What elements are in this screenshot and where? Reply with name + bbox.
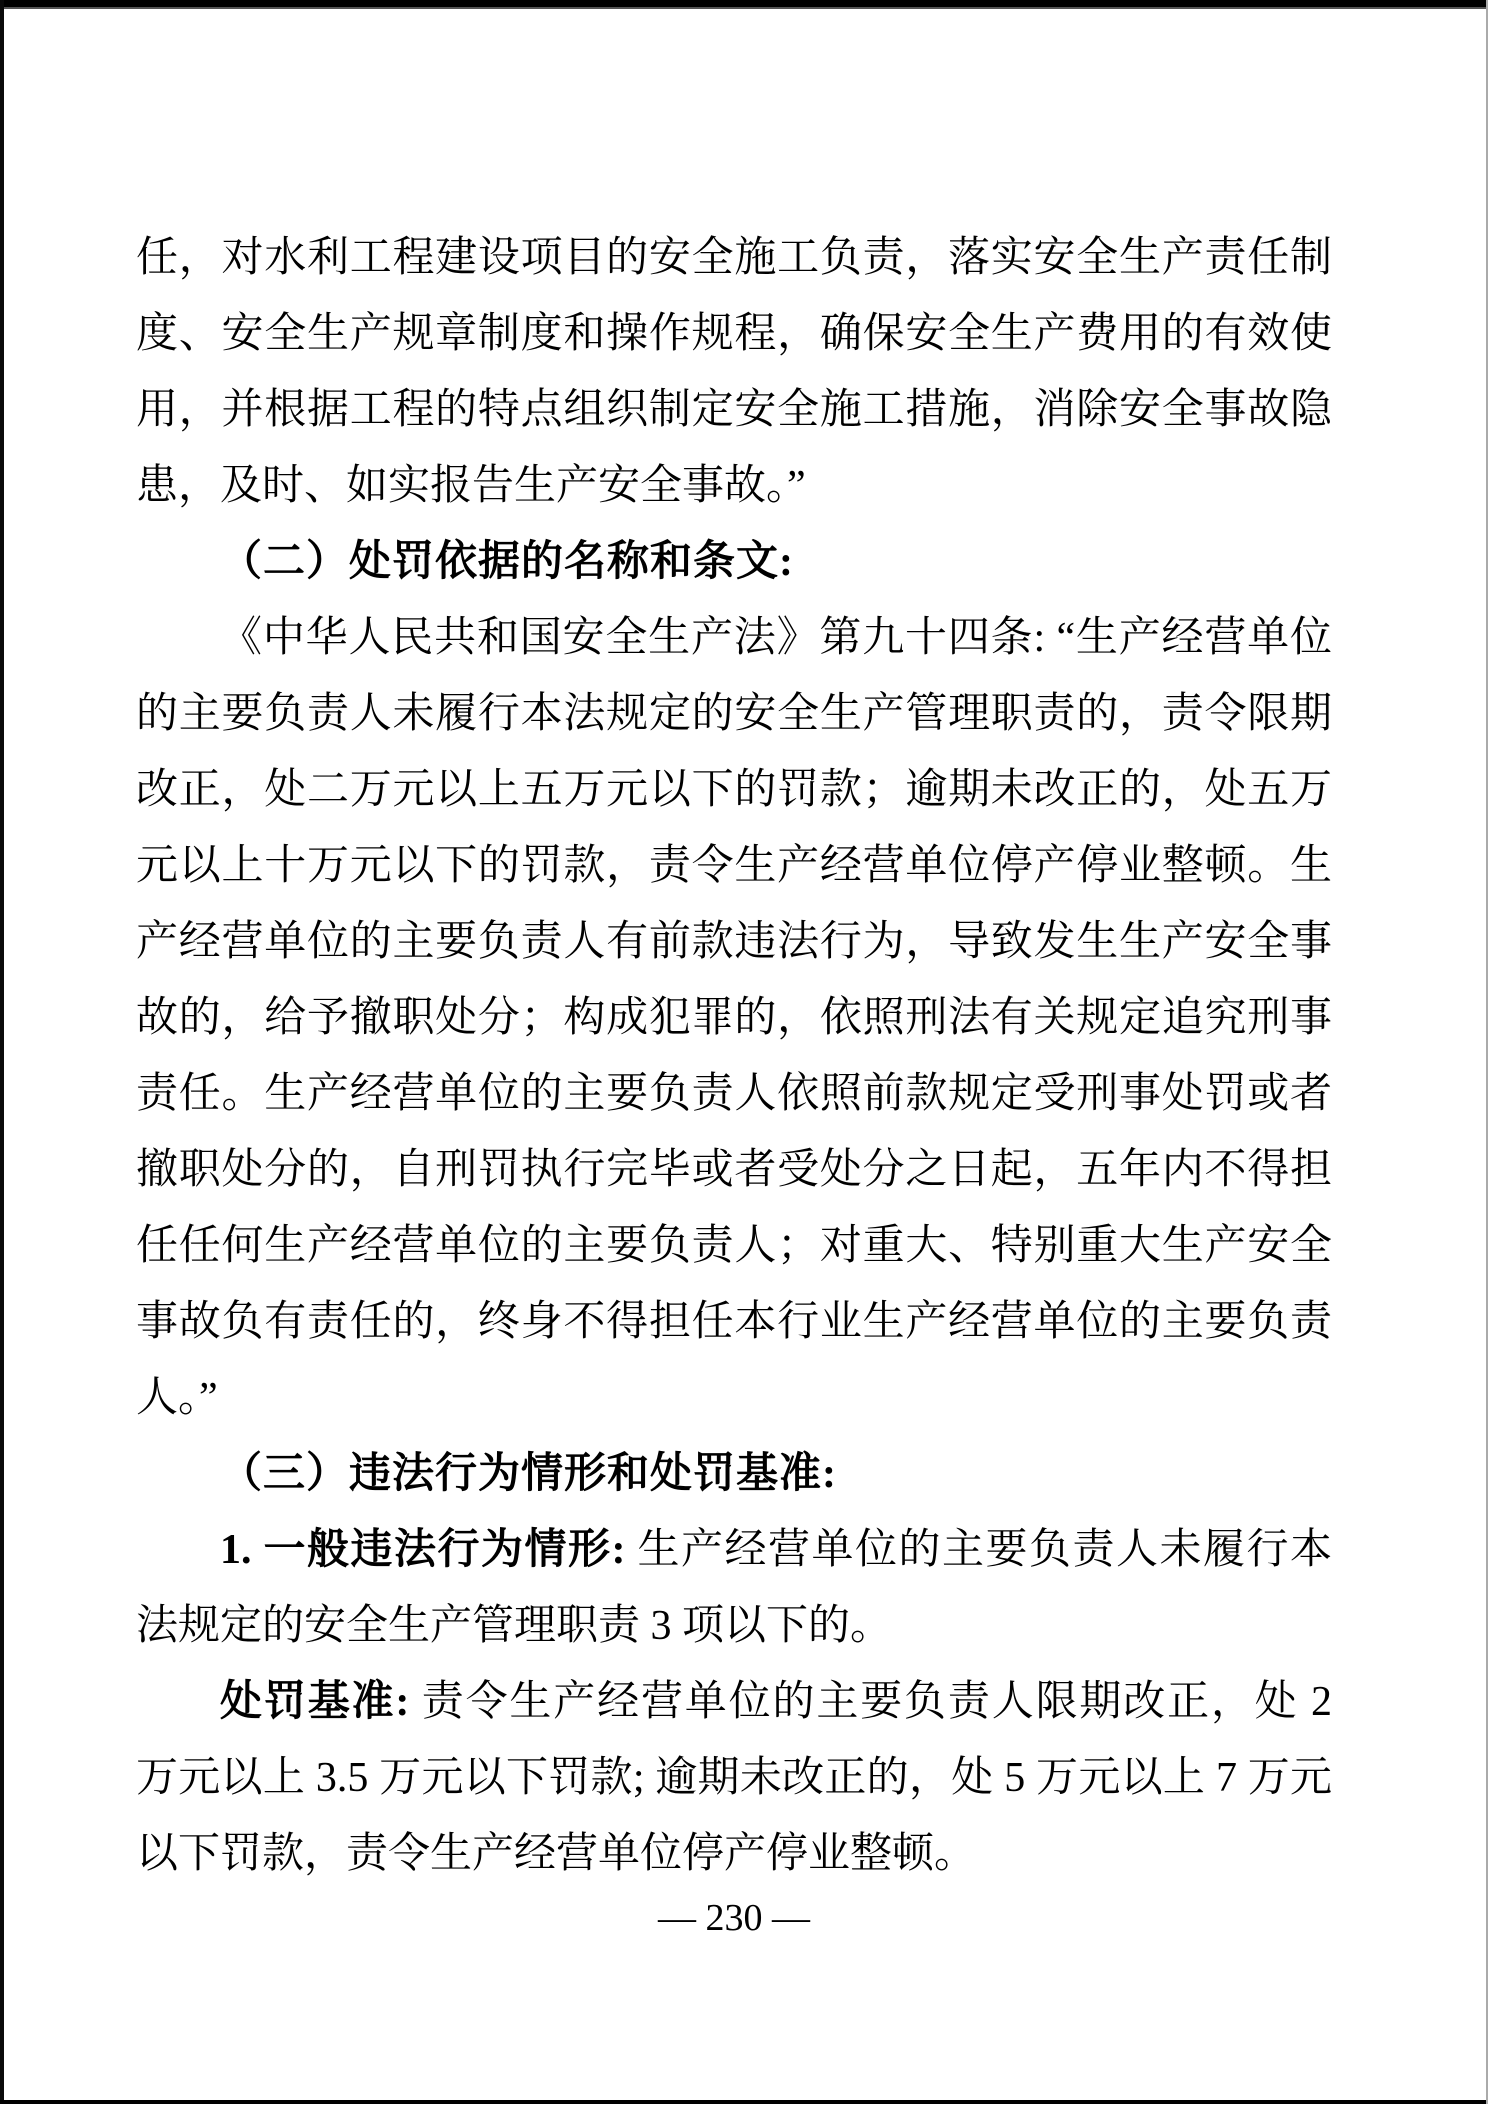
section-2-body: 《中华人民共和国安全生产法》第九十四条: “生产经营单位的主要负责人未履行本法规定的安全生产管理职责的，责令限期改正，处二万元以上五万元以下的罚款；逾期未改正的，处五万元以上十万元以下的罚款，责令生产经营单位停产停业整顿。生产经营单位的主要负责人有前款违法行为，导致发生生产安全事故的，给予撤职处分；构成犯罪的，依照刑法有关规定追究刑事责任。生产经营单位的主要负责人依照前款规定受刑事处罚或者撤职处分的，自刑罚执行完毕或者受处分之日起，五年内不得担任任何生产经营单位的主要负责人；对重大、特别重大生产安全事故负有责任的，终身不得担任本行业生产经营单位的主要负责人。” [136,615,1332,1421]
violation-item-text: 生产经营单位的主要负责人未履行本法规定的安全生产管理职责 3 项以下的。 [136,1527,1332,1649]
penalty-paragraph [136,1664,1332,1892]
scan-border-top [0,0,1488,9]
penalty-label: 处罚基准: [220,1679,410,1725]
page-content [136,220,1332,1892]
paragraph-continuation: 任，对水利工程建设项目的安全施工负责，落实安全生产责任制度、安全生产规章制度和操作规程，确保安全生产费用的有效使用，并根据工程的特点组织制定安全施工措施，消除安全事故隐患，及时、如实报告生产安全事故。” [136,235,1332,509]
violation-item-paragraph [136,1512,1332,1664]
scan-border-left [0,0,4,2104]
page-number: — 230 — [658,1897,810,1939]
violation-item-label: 1. 一般违法行为情形: [220,1527,626,1573]
section-2-heading: （二）处罚依据的名称和条文: [220,539,794,585]
section-3-heading: （三）违法行为情形和处罚基准: [220,1451,837,1497]
penalty-text: 责令生产经营单位的主要负责人限期改正，处 2 万元以上 3.5 万元以下罚款; 逾期未改正的，处 5 万元以上 7 万元以下罚款，责令生产经营单位停产停业整顿。 [136,1679,1332,1877]
scan-border-bottom [0,2100,1488,2104]
